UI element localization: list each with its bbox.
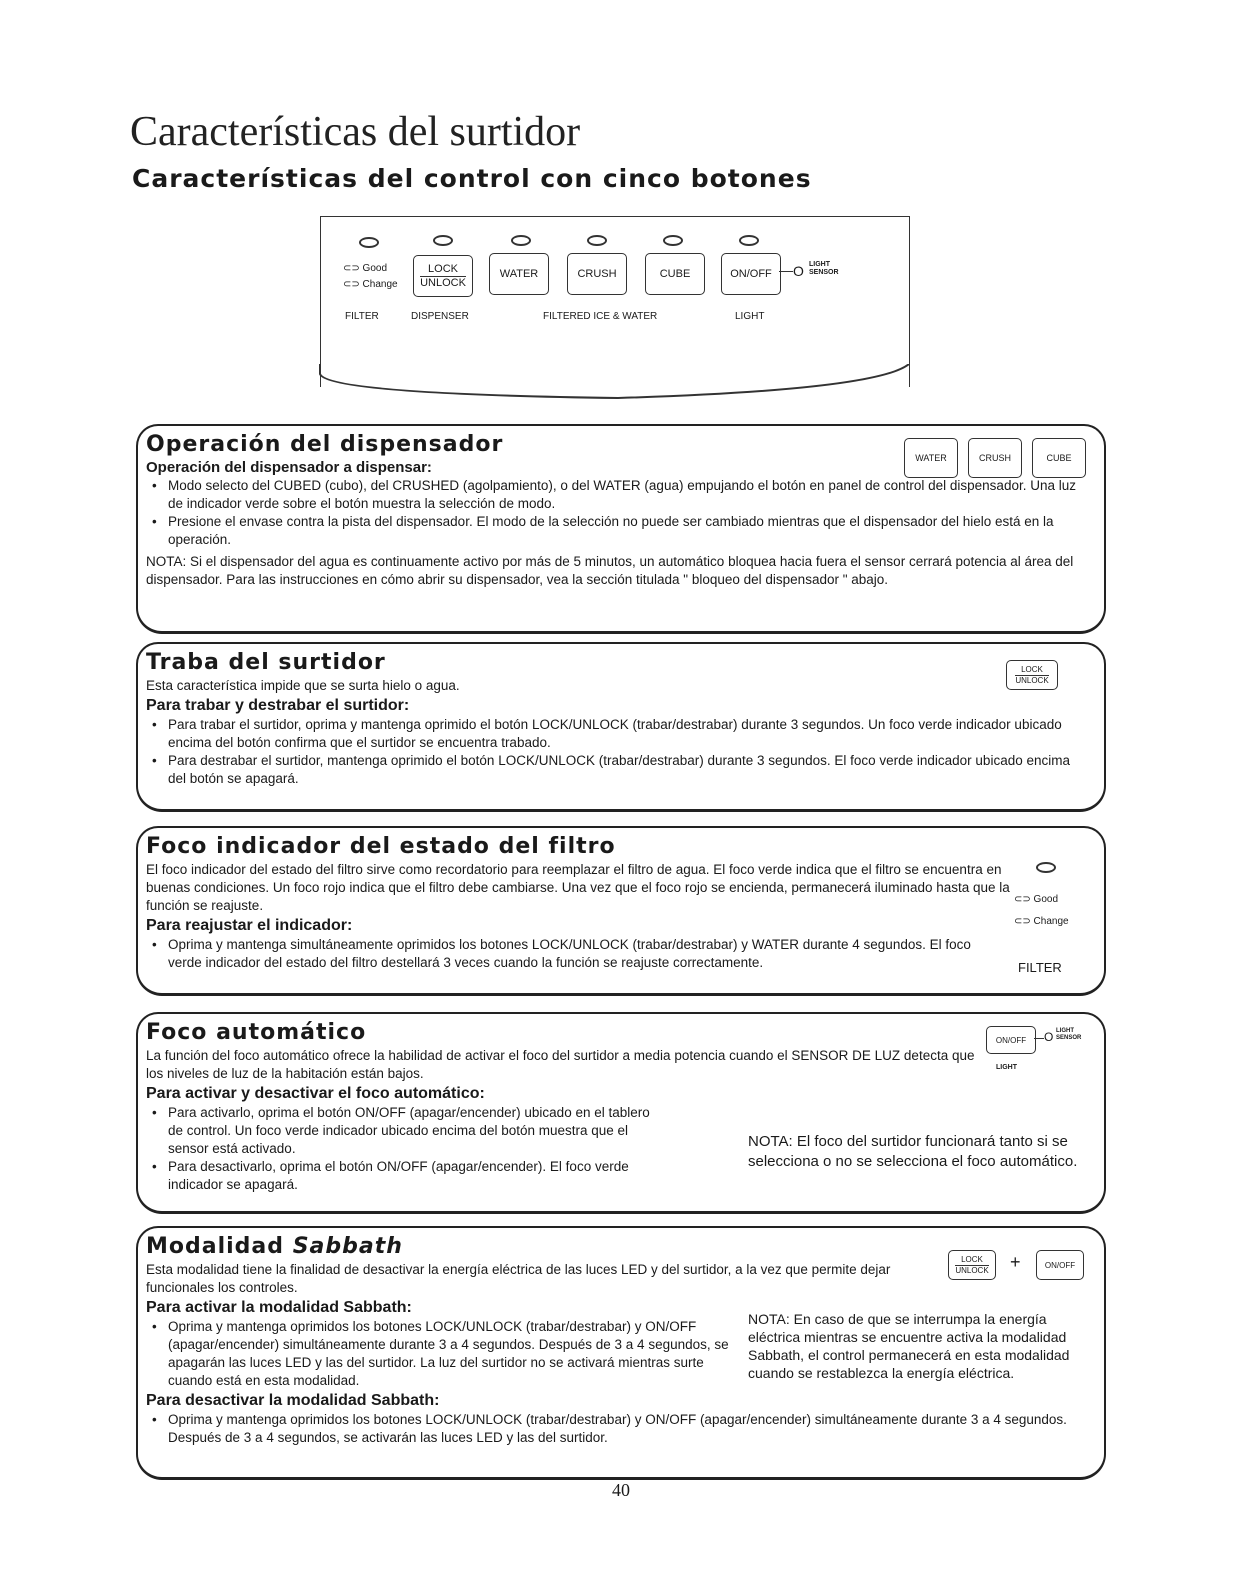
note-text: NOTA: Si el dispensador del agua es continuamente activo por más de 5 minutos, un automático bloquea hacia fuera el sensor cerrará potencia al área del dispensador. Para las instrucciones en cómo abrir su dispensador, vea la sección titulada " bloqueo del dispensador " abajo.: [146, 554, 1074, 587]
onoff-button-icon: ON/OFF: [1036, 1250, 1084, 1280]
section-title: Operación del dispensador: [146, 432, 504, 457]
section-filter-indicator: [136, 826, 1106, 996]
bullet-list: [146, 477, 1090, 549]
list-item: • Oprima y mantenga oprimidos los botones LOCK/UNLOCK (trabar/destrabar) y ON/OFF (apagar/encender) simultáneamente durante 3 a 4 segundos. Después de 3 a 4 segundos, se apagarán las luces LED y las del surtidor. La luz del surtidor no se activará mientras surte cuando está en esta modalidad.: [160, 1318, 740, 1390]
lock-unlock-button-icon: LOCK UNLOCK: [1006, 660, 1058, 690]
list-item: • Oprima y mantenga simultáneamente oprimidos los botones LOCK/UNLOCK (trabar/destrabar) y WATER durante 4 segundos. El foco verde indicador del estado del filtro destellará 3 veces cuando la función se reajuste correctamente.: [160, 936, 1000, 972]
light-sensor-label: LIGHT SENSOR: [1056, 1028, 1082, 1041]
intro-text: Esta característica impide que se surta hielo o agua.: [146, 678, 460, 693]
section-subheading: Operación del dispensador a dispensar:: [146, 459, 432, 476]
cube-indicator-led: [663, 235, 683, 246]
bullet-list: [146, 1318, 740, 1390]
crush-button[interactable]: CRUSH: [567, 253, 627, 295]
water-button-icon: WATER: [904, 438, 958, 478]
section-title: Modalidad Sabbath: [146, 1234, 403, 1259]
section-dispenser-operation: [136, 424, 1106, 634]
lock-unlock-button[interactable]: LOCK UNLOCK: [413, 255, 473, 297]
note-text: NOTA: En caso de que se interrumpa la energía eléctrica mientras se encuentre activa la modalidad Sabbath, el control permanecerá en esta modalidad cuando se restablezca la energía eléctrica.: [748, 1311, 1070, 1381]
list-item: • Oprima y mantenga oprimidos los botones LOCK/UNLOCK (trabar/destrabar) y ON/OFF (apagar/encender) simultáneamente durante 3 a 4 segundos. Después de 3 a 4 segundos, se activarán las luces LED y las del surtidor.: [160, 1411, 1090, 1447]
section-subheading: Para reajustar el indicador:: [146, 917, 353, 934]
list-item: • Para desactivarlo, oprima el botón ON/OFF (apagar/encender). El foco verde indicador se apagará.: [160, 1158, 660, 1194]
cube-button[interactable]: CUBE: [645, 253, 705, 295]
section-subheading: Para activar la modalidad Sabbath:: [146, 1299, 412, 1316]
page-title: Características del surtidor: [130, 109, 581, 155]
section-dispenser-lock: [136, 642, 1106, 812]
cube-button-icon: CUBE: [1032, 438, 1086, 478]
light-indicator-led: [739, 235, 759, 246]
page-number: 40: [612, 1480, 630, 1500]
list-item: • Para destrabar el surtidor, mantenga oprimido el botón LOCK/UNLOCK (trabar/destrabar) durante 3 segundos. El foco verde indicador ubicado encima del botón se apagará.: [160, 752, 1090, 788]
intro-text: Esta modalidad tiene la finalidad de desactivar la energía eléctrica de las luces LED y del surtidor, a la vez que permite dejar funcionales los controles.: [146, 1262, 891, 1295]
filter-indicator-led: [359, 237, 379, 248]
light-sensor-icon: O: [793, 263, 804, 279]
list-item: • Presione el envase contra la pista del dispensador. El modo de la selección no puede ser cambiado mientras que el dispensador del hielo está en la operación.: [160, 513, 1090, 549]
section-sabbath-mode: [136, 1226, 1106, 1480]
light-sensor-label: LIGHT SENSOR: [809, 261, 839, 276]
filter-label: FILTER: [345, 311, 379, 322]
control-panel-diagram: [320, 216, 910, 387]
onoff-button[interactable]: ON/OFF: [721, 253, 781, 295]
section-automatic-light: [136, 1012, 1106, 1214]
onoff-button-icon: ON/OFF: [986, 1026, 1036, 1054]
panel-bottom-curve: [318, 364, 911, 412]
sensor-connector: [779, 271, 793, 272]
section-subheading: Para trabar y destrabar el surtidor:: [146, 697, 410, 714]
section-title: Foco indicador del estado del filtro: [146, 834, 616, 859]
intro-text: El foco indicador del estado del filtro sirve como recordatorio para reemplazar el filtro de agua. El foco verde indica que el filtro se encuentra en buenas condiciones. Un foco rojo indica que el filtro debe cambiarse. Una vez que el foco rojo se encienda, permanecerá iluminado hasta que la función se reajuste.: [146, 862, 1010, 913]
list-item: • Modo selecto del CUBED (cubo), del CRUSHED (agolpamiento), o del WATER (agua) empujando el botón en panel de control del dispensador. Una luz de indicador verde sobre el botón muestra la selección de modo.: [160, 477, 1090, 513]
bullet-list: [146, 716, 1090, 788]
change-label: ⊂⊃ Change: [343, 279, 398, 290]
crush-indicator-led: [587, 235, 607, 246]
page-subtitle: Características del control con cinco botones: [132, 164, 812, 193]
bullet-list: [146, 936, 1000, 972]
lock-unlock-button-icon: LOCK UNLOCK: [948, 1250, 996, 1280]
bullet-list: [146, 1411, 1090, 1447]
crush-button-icon: CRUSH: [968, 438, 1022, 478]
change-label: ⊂⊃ Change: [1014, 916, 1069, 927]
section-subheading: Para desactivar la modalidad Sabbath:: [146, 1392, 440, 1409]
list-item: • Para activarlo, oprima el botón ON/OFF (apagar/encender) ubicado en el tablero de control. Un foco verde indicador ubicado encima del botón muestra que el sensor está activado.: [160, 1104, 660, 1158]
light-label: LIGHT: [996, 1064, 1017, 1071]
sensor-connector: [1034, 1038, 1044, 1039]
list-item: • Para trabar el surtidor, oprima y mantenga oprimido el botón LOCK/UNLOCK (trabar/destrabar) durante 3 segundos. Un foco verde indicador ubicado encima del botón confirma que el surtidor se encuentra trabado.: [160, 716, 1090, 752]
light-sensor-icon: O: [1044, 1030, 1054, 1044]
dispenser-label: DISPENSER: [411, 311, 469, 322]
section-subheading: Para activar y desactivar el foco automático:: [146, 1085, 485, 1102]
good-label: ⊂⊃ Good: [1014, 894, 1059, 905]
intro-text: La función del foco automático ofrece la habilidad de activar el foco del surtidor a media potencia cuando el SENSOR DE LUZ detecta que los niveles de luz de la habitación están bajos.: [146, 1048, 975, 1081]
good-label: ⊂⊃ Good: [343, 263, 388, 274]
water-button[interactable]: WATER: [489, 253, 549, 295]
water-indicator-led: [511, 235, 531, 246]
filter-indicator-led: [1036, 862, 1056, 873]
section-title: Foco automático: [146, 1020, 367, 1045]
bullet-list: [146, 1104, 660, 1194]
lock-indicator-led: [433, 235, 453, 246]
note-text: NOTA: El foco del surtidor funcionará tanto si se selecciona o no se selecciona el foco automático.: [748, 1133, 1078, 1170]
section-title: Traba del surtidor: [146, 650, 386, 675]
filter-label: FILTER: [1018, 960, 1062, 975]
filtered-label: FILTERED ICE & WATER: [543, 311, 658, 322]
light-label: LIGHT: [735, 311, 765, 322]
plus-sign: +: [1010, 1252, 1021, 1272]
